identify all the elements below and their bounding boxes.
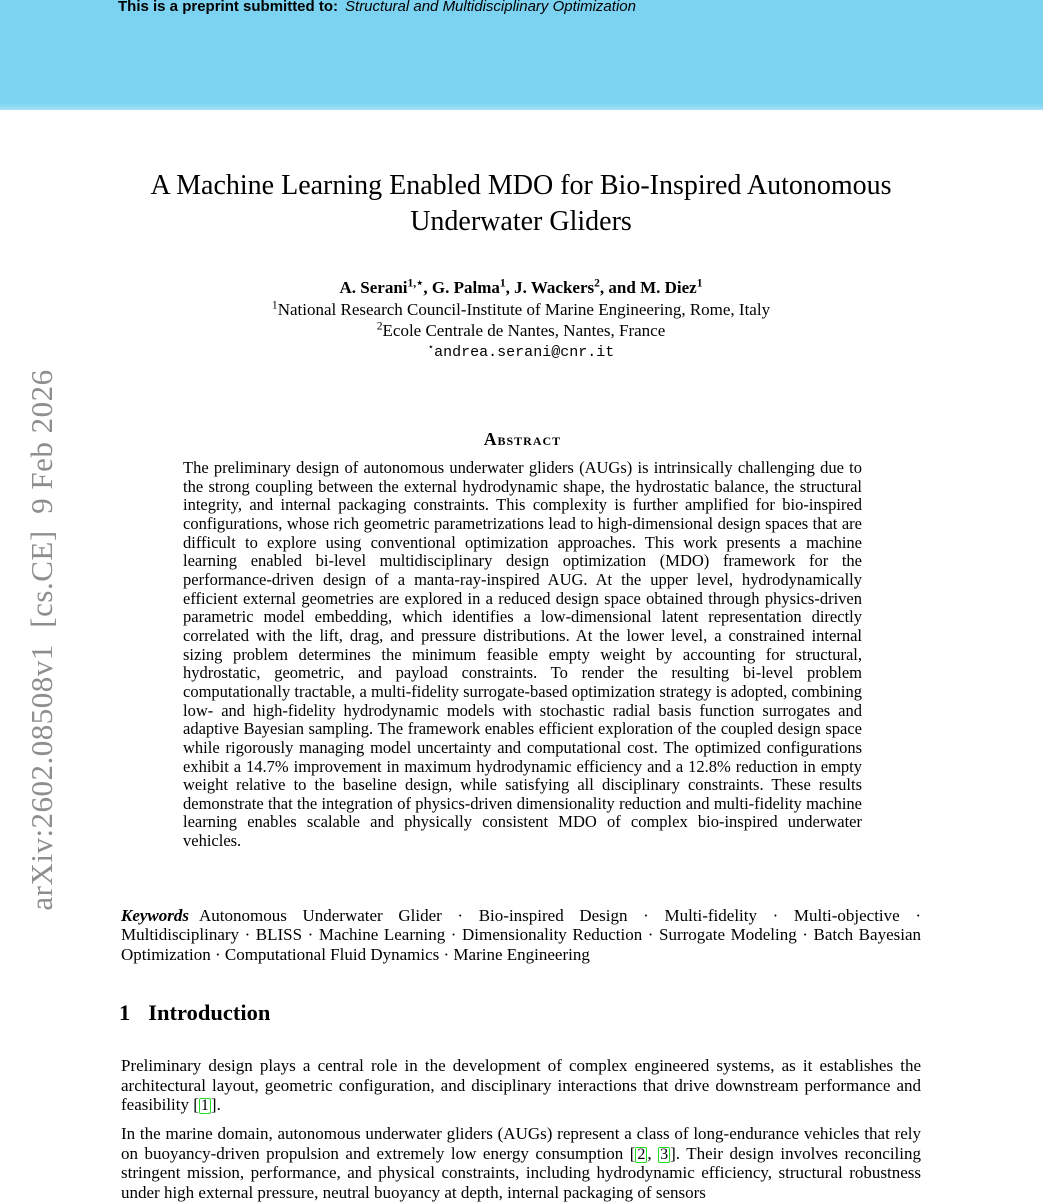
section-number: 1 (119, 1000, 131, 1025)
banner-label: This is a preprint submitted to: (118, 0, 339, 15)
author-name: , J. Wackers (505, 278, 595, 297)
affiliation-2 (121, 320, 921, 342)
paper-title: A Machine Learning Enabled MDO for Bio-Inspired Autonomous Underwater Gliders (150, 170, 892, 237)
paragraph-text: Preliminary design plays a central role in the development of complex engineered systems, as it establishes the architectural layout, geometric configuration, and disciplinary interactions that drive downstream performance and feasibility [ (121, 1056, 921, 1115)
email-line (121, 342, 921, 364)
intro-paragraph-2 (121, 1124, 921, 1202)
banner-text (118, 0, 636, 16)
preprint-banner (0, 0, 1043, 110)
author-block (121, 277, 921, 363)
affiliation-mark: 2 (376, 319, 383, 333)
affiliation-text: Ecole Centrale de Nantes, Nantes, France (382, 321, 666, 340)
citation-link-3[interactable]: 3 (660, 1145, 669, 1163)
author-affmark: 1 (696, 276, 703, 290)
author-name: , and M. Diez (599, 278, 697, 297)
affiliation-1 (121, 299, 921, 321)
keywords-label: Keywords (121, 906, 189, 925)
paragraph-text: In the marine domain, autonomous underwater gliders (AUGs) represent a class of long-endurance vehicles that rely on buoyancy-driven propulsion and extremely low energy consumption [ (121, 1124, 921, 1163)
intro-paragraph-1 (121, 1056, 921, 1115)
section-heading-introduction (119, 1000, 919, 1026)
author-affmark: 1,⋆ (407, 276, 424, 290)
affiliation-text: National Research Council-Institute of Marine Engineering, Rome, Italy (277, 299, 771, 319)
author-line (121, 277, 921, 299)
author-name: A. Serani (339, 278, 408, 297)
citation-separator: , (647, 1143, 659, 1163)
email-mark: ⋆ (427, 341, 435, 353)
email-address[interactable]: andrea.serani@cnr.it (434, 343, 615, 361)
abstract-heading: Abstract (483, 429, 562, 449)
keywords-list: Autonomous Underwater Glider · Bio-inspired Design · Multi-fidelity · Multi-objective · Multidisciplinary · BLISS · Machine Learning · Dimensionality Reduction · Surrogate Modeling · Batch Bayesian Optimization · Computational Fluid Dynamics · Marine Engineering (121, 906, 921, 964)
section-title: Introduction (148, 1000, 271, 1025)
author-affmark: 1 (499, 276, 506, 290)
affiliation-mark: 1 (271, 297, 278, 311)
keywords-block (121, 906, 921, 964)
citation-link-2[interactable]: 2 (637, 1145, 646, 1163)
citation-link-1[interactable]: 1 (200, 1097, 209, 1115)
arxiv-stamp: arXiv:2602.08508v1 [cs.CE] 9 Feb 2026 (24, 369, 59, 911)
abstract-body: The preliminary design of autonomous underwater gliders (AUGs) is intrinsically challenging due to the strong coupling between the external hydrodynamic shape, the hydrostatic balance, the structural integrity, and internal packaging constraints. This complexity is further amplified for bio-inspired configurations, whose rich geometric parametrizations lead to high-dimensional design spaces that are difficult to explore using conventional optimization approaches. This work presents a machine learning enabled bi-level multidisciplinary design optimization (MDO) framework for the performance-driven design of a manta-ray-inspired AUG. At the upper level, hydrodynamically efficient external geometries are explored in a reduced design space obtained through physics-driven parametric model embedding, which identifies a low-dimensional latent representation directly correlated with the lift, drag, and pressure distributions. At the lower level, a constrained internal sizing problem determines the minimum feasible empty weight by accounting for structural, hydrostatic, geometric, and payload constraints. To render the resulting bi-level problem computationally tractable, a multi-fidelity surrogate-based optimization strategy is adopted, combining low- and high-fidelity hydrodynamic models with stochastic radial basis function surrogates and adaptive Bayesian sampling. The framework enables efficient exploration of the coupled design space while rigorously managing model uncertainty and computational cost. The optimized configurations exhibit a 14.7% improvement in maximum hydrodynamic efficiency and a 12.8% reduction in empty weight relative to the baseline design, while satisfying all disciplinary constraints. These results demonstrate that the integration of physics-driven dimensionality reduction and multi-fidelity machine learning enables scalable and physically consistent MDO of complex bio-inspired underwater vehicles. (183, 458, 862, 851)
author-name: , G. Palma (423, 278, 500, 297)
banner-journal-name: Structural and Multidisciplinary Optimization (345, 0, 636, 15)
author-affmark: 2 (594, 276, 600, 290)
paragraph-text: ]. Their design involves reconciling stringent mission, performance, and physical constraints, including hydrodynamic efficiency, structural robustness under high external pressure, neutral buoyancy at depth, internal packaging of sensors (121, 1143, 921, 1202)
paragraph-text: ]. (210, 1095, 221, 1115)
